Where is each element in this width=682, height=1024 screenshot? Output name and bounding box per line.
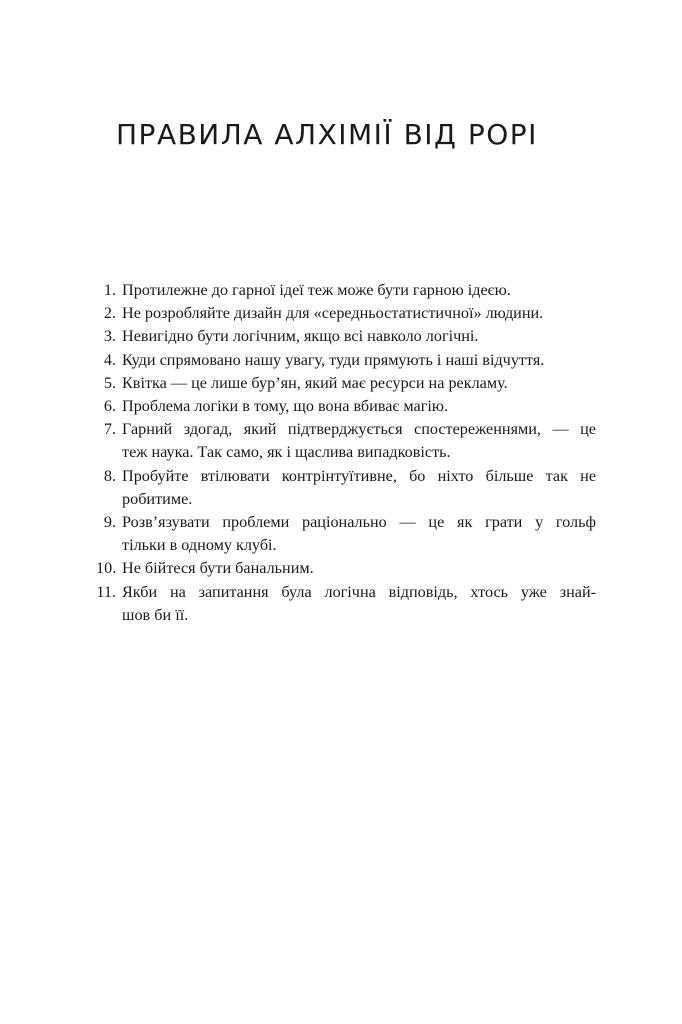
- rule-number: 2.: [103, 304, 116, 323]
- rule-item: [96, 511, 596, 557]
- rule-text: [116, 418, 596, 464]
- rule-line: шов би її.: [122, 605, 189, 624]
- rule-line: Якби на запитання була логічна відповідь, хтось уже знай-: [122, 582, 596, 601]
- rule-line: Невигідно бути логічним, якщо всі навколо логічні.: [122, 327, 479, 346]
- rule-item: [96, 557, 596, 580]
- rule-item: [96, 325, 596, 348]
- rule-item: [96, 418, 596, 464]
- rule-line: Проблема логіки в тому, що вона вбиває магію.: [122, 397, 449, 416]
- rule-number: 8.: [103, 466, 116, 485]
- rule-text: [116, 372, 596, 395]
- rule-number: 6.: [103, 397, 116, 416]
- rule-number: 1.: [103, 281, 116, 299]
- rule-text: [116, 349, 596, 372]
- rule-number: 4.: [103, 350, 116, 369]
- rule-text: [116, 395, 596, 418]
- rule-line: тільки в одному клубі.: [122, 536, 277, 555]
- rule-item: [96, 302, 596, 325]
- rule-line: Протилежне до гарної ідеї теж може бути гарною ідеєю.: [122, 281, 511, 299]
- rule-line: теж наука. Так само, як і щаслива випадковість.: [122, 443, 451, 462]
- rule-number: 11.: [96, 582, 116, 601]
- rule-number: 7.: [103, 420, 116, 439]
- rule-text: [116, 302, 596, 325]
- rule-item: [96, 372, 596, 395]
- rules-list: [96, 279, 596, 627]
- rule-text: [116, 511, 596, 557]
- page-title: ПРАВИЛА АЛХІМІЇ ВІД РОРІ: [116, 118, 538, 151]
- rule-text: [116, 557, 596, 580]
- rule-text: [116, 325, 596, 348]
- rule-line: Не бійтеся бути банальним.: [122, 559, 314, 578]
- rule-number: 5.: [103, 373, 116, 392]
- rule-number: 10.: [96, 559, 117, 578]
- rule-number: 9.: [103, 513, 116, 532]
- rule-number: 3.: [103, 327, 116, 346]
- rule-item: [96, 279, 596, 302]
- rule-item: [96, 349, 596, 372]
- rule-item: [96, 581, 596, 627]
- rule-line: Не розробляйте дизайн для «середньостатистичної» людини.: [122, 304, 544, 323]
- rule-line: Куди спрямовано нашу увагу, туди прямують і наші відчуття.: [122, 350, 545, 369]
- rule-text: [116, 581, 596, 627]
- rule-line: Розв’язувати проблеми раціонально — це як грати у гольф: [122, 513, 596, 532]
- rule-line: Квітка — це лише бур’ян, який має ресурси на рекламу.: [122, 373, 508, 392]
- rule-item: [96, 465, 596, 511]
- rule-text: [116, 465, 596, 511]
- rule-line: Пробуйте втілювати контрінтуїтивне, бо ніхто більше так не: [122, 466, 596, 485]
- rule-text: [116, 279, 596, 302]
- rule-item: [96, 395, 596, 418]
- rule-line: Гарний здогад, який підтверджується спостереженнями, — це: [122, 420, 596, 439]
- rule-line: робитиме.: [122, 489, 193, 508]
